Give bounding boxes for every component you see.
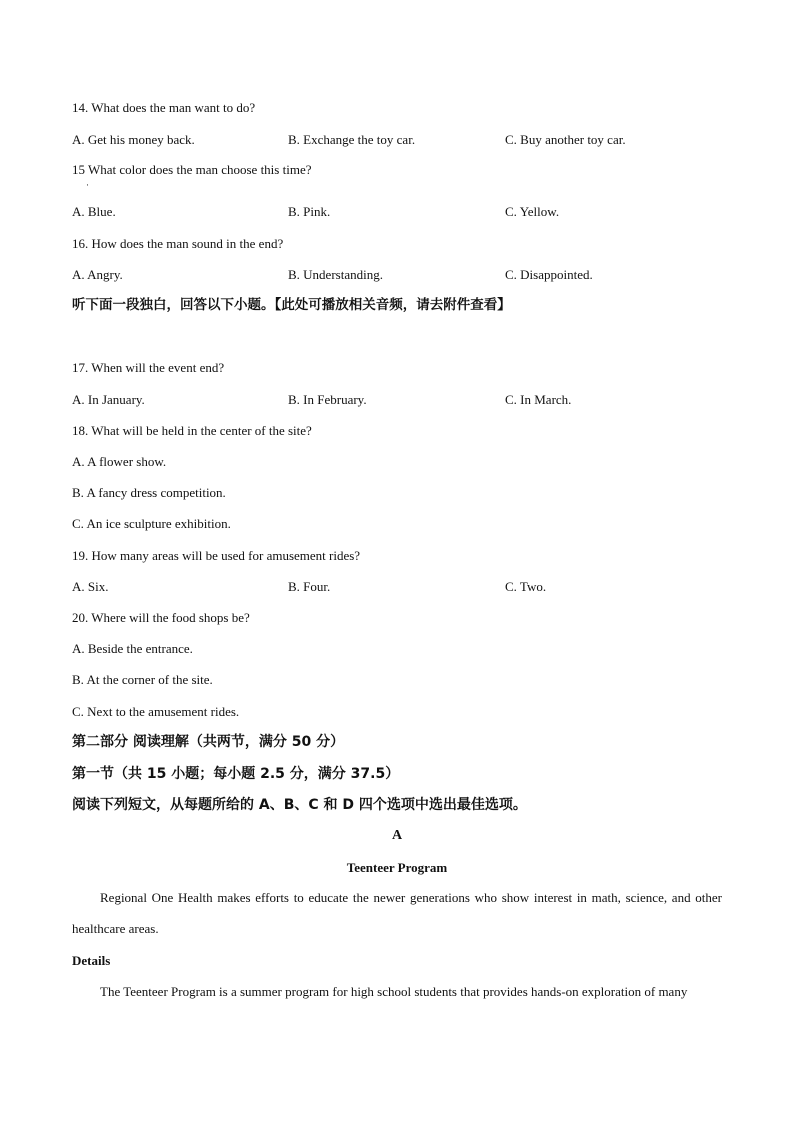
section1-heading: 第一节（共 15 小题；每小题 2.5 分，满分 37.5） [72, 766, 400, 782]
option-19c: C. Two. [505, 579, 547, 594]
passage-title: Teenteer Program [346, 860, 448, 875]
option-16a: A. Angry. [72, 267, 123, 282]
question-19: 19. How many areas will be used for amusement rides? [72, 548, 361, 563]
option-20c: C. Next to the amusement rides. [72, 704, 240, 719]
question-17: 17. When will the event end? [72, 360, 225, 375]
option-20a: A. Beside the entrance. [72, 641, 193, 656]
details-heading: Details [72, 953, 111, 968]
option-17b: B. In February. [288, 392, 367, 407]
reading-instruction: 阅读下列短文，从每题所给的 A、B、C 和 D 四个选项中选出最佳选项。 [72, 797, 527, 813]
paragraph-1: Regional One Health makes efforts to educate the newer generations who show interest in math, science, and other healthcare areas. [72, 890, 722, 936]
option-15b: B. Pink. [288, 204, 331, 219]
option-18a: A. A flower show. [72, 454, 167, 469]
option-16c: C. Disappointed. [505, 267, 593, 282]
option-14b: B. Exchange the toy car. [288, 132, 416, 147]
option-18b: B. A fancy dress competition. [72, 485, 226, 500]
question-14: 14. What does the man want to do? [72, 100, 256, 115]
question-18: 18. What will be held in the center of the site? [72, 423, 312, 438]
option-15a: A. Blue. [72, 204, 116, 219]
option-14c: C. Buy another toy car. [505, 132, 626, 147]
question-15: 15 What color does the man choose this time? [72, 162, 312, 177]
option-19a: A. Six. [72, 579, 109, 594]
question-16: 16. How does the man sound in the end? [72, 236, 284, 251]
option-14a: A. Get his money back. [72, 132, 195, 147]
passage-letter: A [391, 828, 403, 843]
option-17c: C. In March. [505, 392, 572, 407]
option-16b: B. Understanding. [288, 267, 383, 282]
dot-mark: · [86, 180, 89, 190]
option-18c: C. An ice sculpture exhibition. [72, 516, 231, 531]
question-20: 20. Where will the food shops be? [72, 610, 250, 625]
option-15c: C. Yellow. [505, 204, 560, 219]
option-17a: A. In January. [72, 392, 145, 407]
option-20b: B. At the corner of the site. [72, 672, 213, 687]
part2-heading: 第二部分 阅读理解（共两节，满分 50 分） [72, 734, 345, 750]
paragraph-2: The Teenteer Program is a summer program for high school students that provides hands-on exploration of many [100, 984, 688, 999]
monologue-instruction: 听下面一段独白，回答以下小题。【此处可播放相关音频，请去附件查看】 [72, 297, 511, 313]
option-19b: B. Four. [288, 579, 331, 594]
